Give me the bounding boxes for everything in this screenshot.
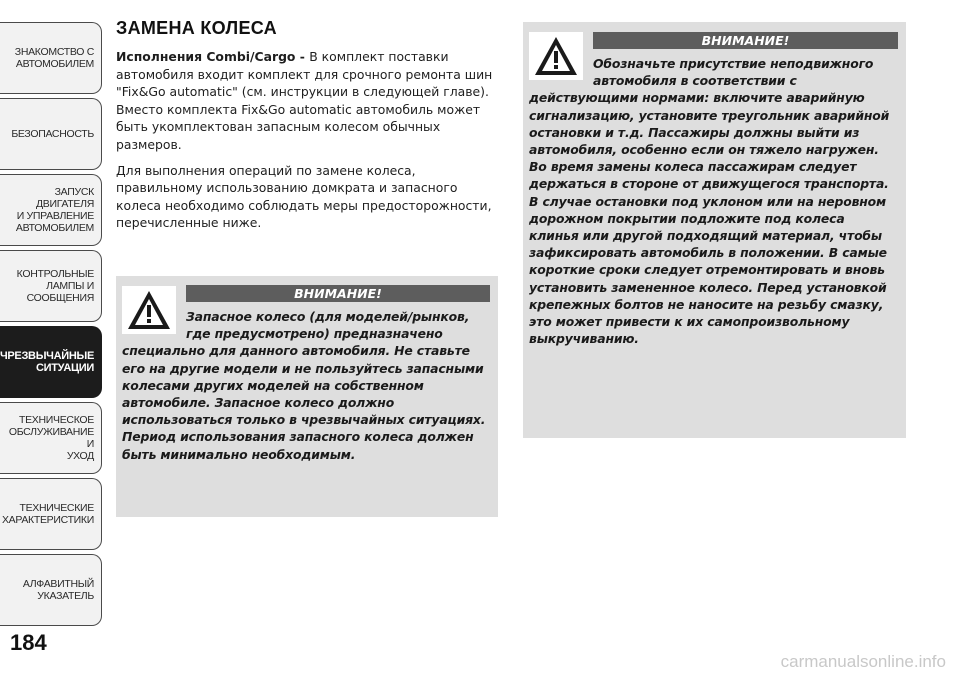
tab-index[interactable] [0, 554, 102, 626]
page-title: ЗАМЕНА КОЛЕСА [116, 18, 277, 38]
watermark: carmanualsonline.info [780, 652, 946, 671]
warning-triangle-icon [529, 32, 583, 80]
page-number: 184 [10, 630, 47, 655]
tab-label: ЧРЕЗВЫЧАЙНЫЕ СИТУАЦИИ [0, 350, 94, 374]
tab-label: ТЕХНИЧЕСКИЕ ХАРАКТЕРИСТИКИ [1, 502, 94, 526]
tab-label: ЗНАКОМСТВО С АВТОМОБИЛЕМ [14, 46, 94, 70]
precautions-paragraph: Для выполнения операций по замене колеса, правильному использованию домкрата и запасного колеса необходимо соблюдать меры предосторожности, перечисленные ниже. [116, 162, 492, 231]
tab-label: БЕЗОПАСНОСТЬ [11, 128, 94, 140]
warning-header: ВНИМАНИЕ! [186, 285, 490, 302]
tab-maintenance[interactable] [0, 402, 102, 474]
main-content [116, 18, 500, 240]
intro-paragraph [116, 48, 500, 154]
warning-text: Запасное колесо (для моделей/рынков, где предусмотрено) предназначено специально для данного автомобиля. Не ставьте его на другие модели и не пользуйтесь запасными колесами других моделей на собственном автомобиле. Запасное колесо должно использоваться только в чрезвычайных ситуациях. Период использования запасного колеса должен быть минимально необходимым. [122, 309, 486, 462]
paragraph-body: В комплект поставки автомобиля входит комплект для срочного ремонта шин "Fix&Go automatic" (см. инструкции в следующей главе). Вместо комплекта Fix&Go automatic автомобиль может быть укомплектован запасным колесом обычных размеров. [116, 49, 493, 152]
tab-starting-driving[interactable] [0, 174, 102, 246]
tab-getting-to-know[interactable] [0, 22, 102, 94]
chapter-tabs [0, 22, 102, 630]
tab-safety[interactable] [0, 98, 102, 170]
paragraph-lead: Исполнения Combi/Cargo - [116, 49, 310, 64]
warning-box-stopped-vehicle [523, 22, 906, 438]
tab-label: АЛФАВИТНЫЙ УКАЗАТЕЛЬ [22, 578, 94, 602]
warning-triangle-icon [122, 286, 176, 334]
tab-specifications[interactable] [0, 478, 102, 550]
tab-emergencies[interactable] [0, 326, 102, 398]
tab-label: ЗАПУСК ДВИГАТЕЛЯ И УПРАВЛЕНИЕ АВТОМОБИЛЕМ [15, 186, 94, 234]
warning-header: ВНИМАНИЕ! [593, 32, 898, 49]
warning-text: Обозначьте присутствие неподвижного автомобиля в соответствии с действующими нормами: включите аварийную сигнализацию, установите треугольник аварийной остановки и т.д. Пассажиры должны выйти из автомобиля, особенно если он тяжело нагружен. Во время замены колеса пассажирам следует держаться в стороне от движущегося транспорта. В случае остановки под уклоном или на неровном дорожном покрытии подложите под колеса клинья или другой подходящий материал, чтобы зафиксировать автомобиль в положении. В самые короткие сроки следует отремонтировать и вновь установить замененное колесо. Перед установкой крепежных болтов не наносите на резьбу смазку, это может привести к их самопроизвольному выкручиванию. [529, 56, 890, 347]
tab-label: ТЕХНИЧЕСКОЕ ОБСЛУЖИВАНИЕ И УХОД [8, 414, 94, 462]
tab-label: КОНТРОЛЬНЫЕ ЛАМПЫ И СООБЩЕНИЯ [16, 268, 94, 304]
warning-box-spare-wheel [116, 276, 498, 517]
tab-warning-lights[interactable] [0, 250, 102, 322]
